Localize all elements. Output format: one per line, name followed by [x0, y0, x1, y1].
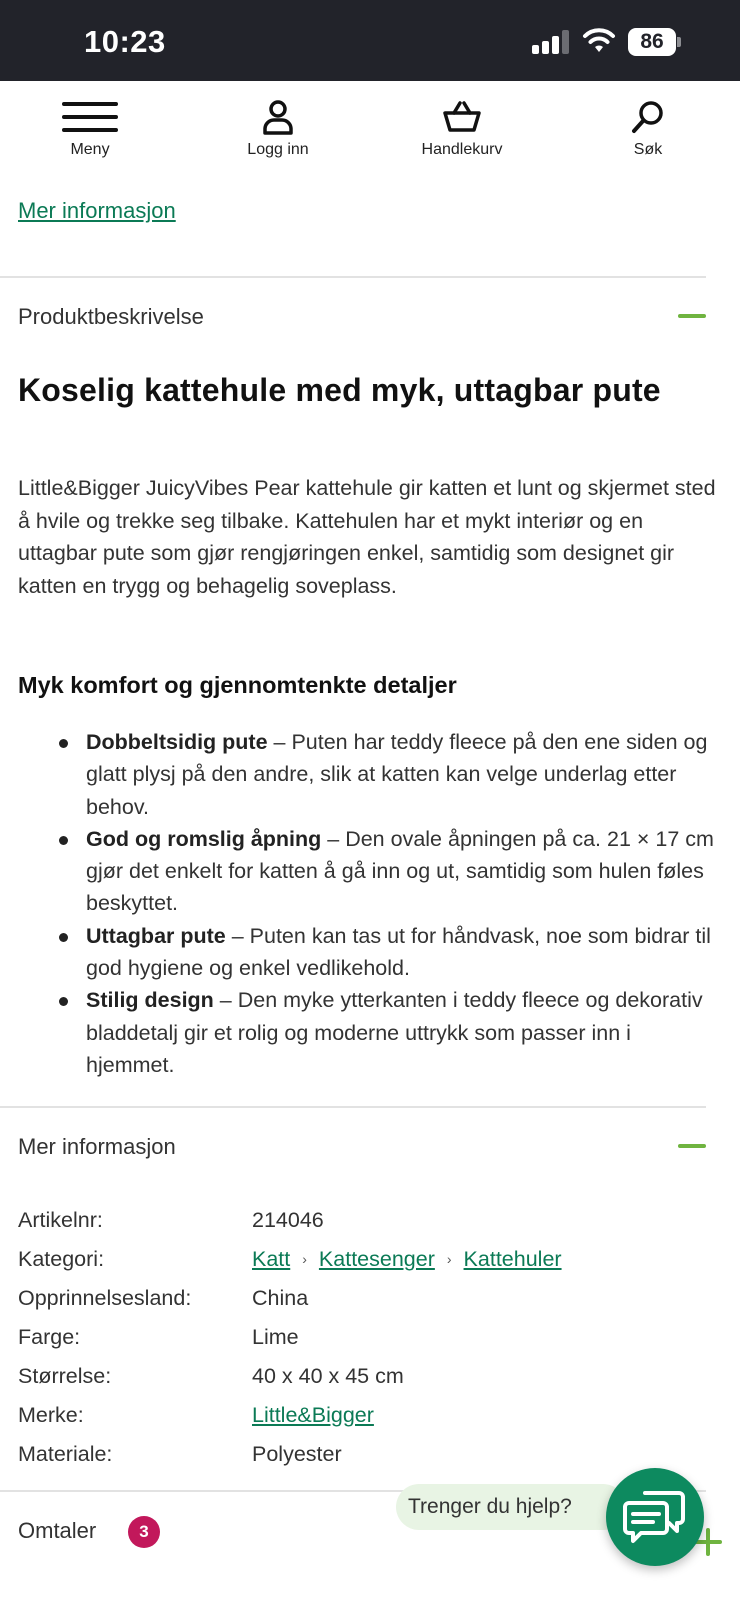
feature-text: – Den ovale åpningen på ca. 21 × 17 cm gjør det enkelt for katten å gå inn og ut, samtidig som hulen føles beskyttet. [86, 826, 714, 916]
list-item [86, 920, 716, 985]
info-value: 214046 [252, 1208, 324, 1232]
info-row-material [18, 1442, 718, 1472]
info-value: 40 x 40 x 45 cm [252, 1364, 404, 1388]
help-bubble[interactable]: Trenger du hjelp? [396, 1484, 626, 1530]
info-label: Merke: [18, 1403, 84, 1427]
search-label: Søk [633, 141, 663, 158]
more-info-heading[interactable]: Mer informasjon [18, 1134, 176, 1159]
user-icon [260, 99, 296, 135]
info-label: Opprinnelsesland: [18, 1286, 192, 1310]
info-label: Materiale: [18, 1442, 113, 1466]
hamburger-menu-icon [62, 99, 118, 135]
cellular-signal-icon [532, 30, 572, 54]
menu-label: Meny [70, 141, 110, 158]
feature-text: – Den myke ytterkanten i teddy fleece og dekorativ bladdetalj gir et rolig og moderne uttrykk som passer inn i hjemmet. [86, 988, 703, 1077]
info-row-article [18, 1208, 718, 1238]
info-row-origin [18, 1286, 718, 1316]
info-row-brand [18, 1403, 718, 1433]
info-row-size [18, 1364, 718, 1394]
info-label: Farge: [18, 1325, 81, 1349]
search-icon [630, 99, 666, 135]
cart-button[interactable] [392, 99, 532, 159]
top-navigation [0, 81, 740, 177]
list-item [86, 823, 716, 920]
status-time: 10:23 [84, 24, 166, 59]
category-link-kattehuler[interactable]: Kattehuler [463, 1247, 562, 1271]
chat-icon [623, 1487, 687, 1547]
feature-title: Dobbeltsidig pute [86, 730, 268, 754]
collapse-icon[interactable] [678, 314, 706, 318]
info-value: Lime [252, 1325, 299, 1349]
feature-list [86, 726, 716, 1081]
category-breadcrumb [252, 1247, 562, 1272]
category-link-kattesenger[interactable]: Kattesenger [318, 1247, 435, 1271]
feature-title: Uttagbar pute [86, 923, 226, 948]
feature-text: – Puten kan tas ut for håndvask, noe som bidrar til god hygiene og enkel vedlikehold. [86, 923, 711, 981]
info-label: Kategori: [18, 1247, 105, 1271]
login-label: Logg inn [247, 141, 309, 158]
features-subtitle: Myk komfort og gjennomtenkte detaljer [18, 672, 457, 698]
collapse-icon[interactable] [678, 1144, 706, 1148]
product-intro: Little&Bigger JuicyVibes Pear kattehule gir katten et lunt og skjermet sted å hvile og trekke seg tilbake. Kattehulen har et mykt interiør og en uttagbar pute som gjør rengjøringen enkel, samtidig som designet gir katten en trygg og behagelig soveplass. [18, 476, 716, 598]
product-title: Koselig kattehule med myk, uttagbar pute [18, 372, 661, 408]
info-row-category [18, 1247, 718, 1277]
divider [0, 1106, 706, 1108]
reviews-count-badge: 3 [128, 1516, 160, 1548]
feature-text: – Puten har teddy fleece på den ene siden og glatt plysj på den andre, slik at katten kan velge underlag etter behov. [86, 730, 708, 819]
login-button[interactable] [208, 99, 348, 159]
cart-label: Handlekurv [421, 141, 503, 158]
info-row-color [18, 1325, 718, 1355]
search-button[interactable] [578, 99, 718, 159]
feature-title: Stilig design [86, 988, 214, 1013]
info-label: Artikelnr: [18, 1208, 103, 1232]
brand-link[interactable]: Little&Bigger [252, 1403, 374, 1427]
category-link-katt[interactable]: Katt [252, 1247, 291, 1271]
basket-icon [442, 99, 482, 135]
wifi-icon [582, 26, 616, 54]
divider [0, 276, 706, 278]
info-label: Størrelse: [18, 1364, 112, 1388]
breadcrumb-separator: › [446, 1251, 452, 1267]
chat-button[interactable] [606, 1468, 704, 1566]
info-value: China [252, 1286, 309, 1310]
battery-level: 86 [628, 28, 676, 56]
battery-icon [628, 28, 682, 56]
list-item [86, 984, 716, 1081]
menu-button[interactable] [20, 99, 160, 159]
more-info-link[interactable]: Mer informasjon [18, 198, 176, 223]
reviews-heading[interactable]: Omtaler [18, 1518, 97, 1543]
info-value: Polyester [252, 1442, 342, 1466]
product-description-heading[interactable]: Produktbeskrivelse [18, 304, 204, 329]
status-bar [0, 0, 740, 81]
list-item [86, 726, 716, 823]
breadcrumb-separator: › [302, 1251, 307, 1267]
feature-title: God og romslig åpning [86, 826, 322, 851]
